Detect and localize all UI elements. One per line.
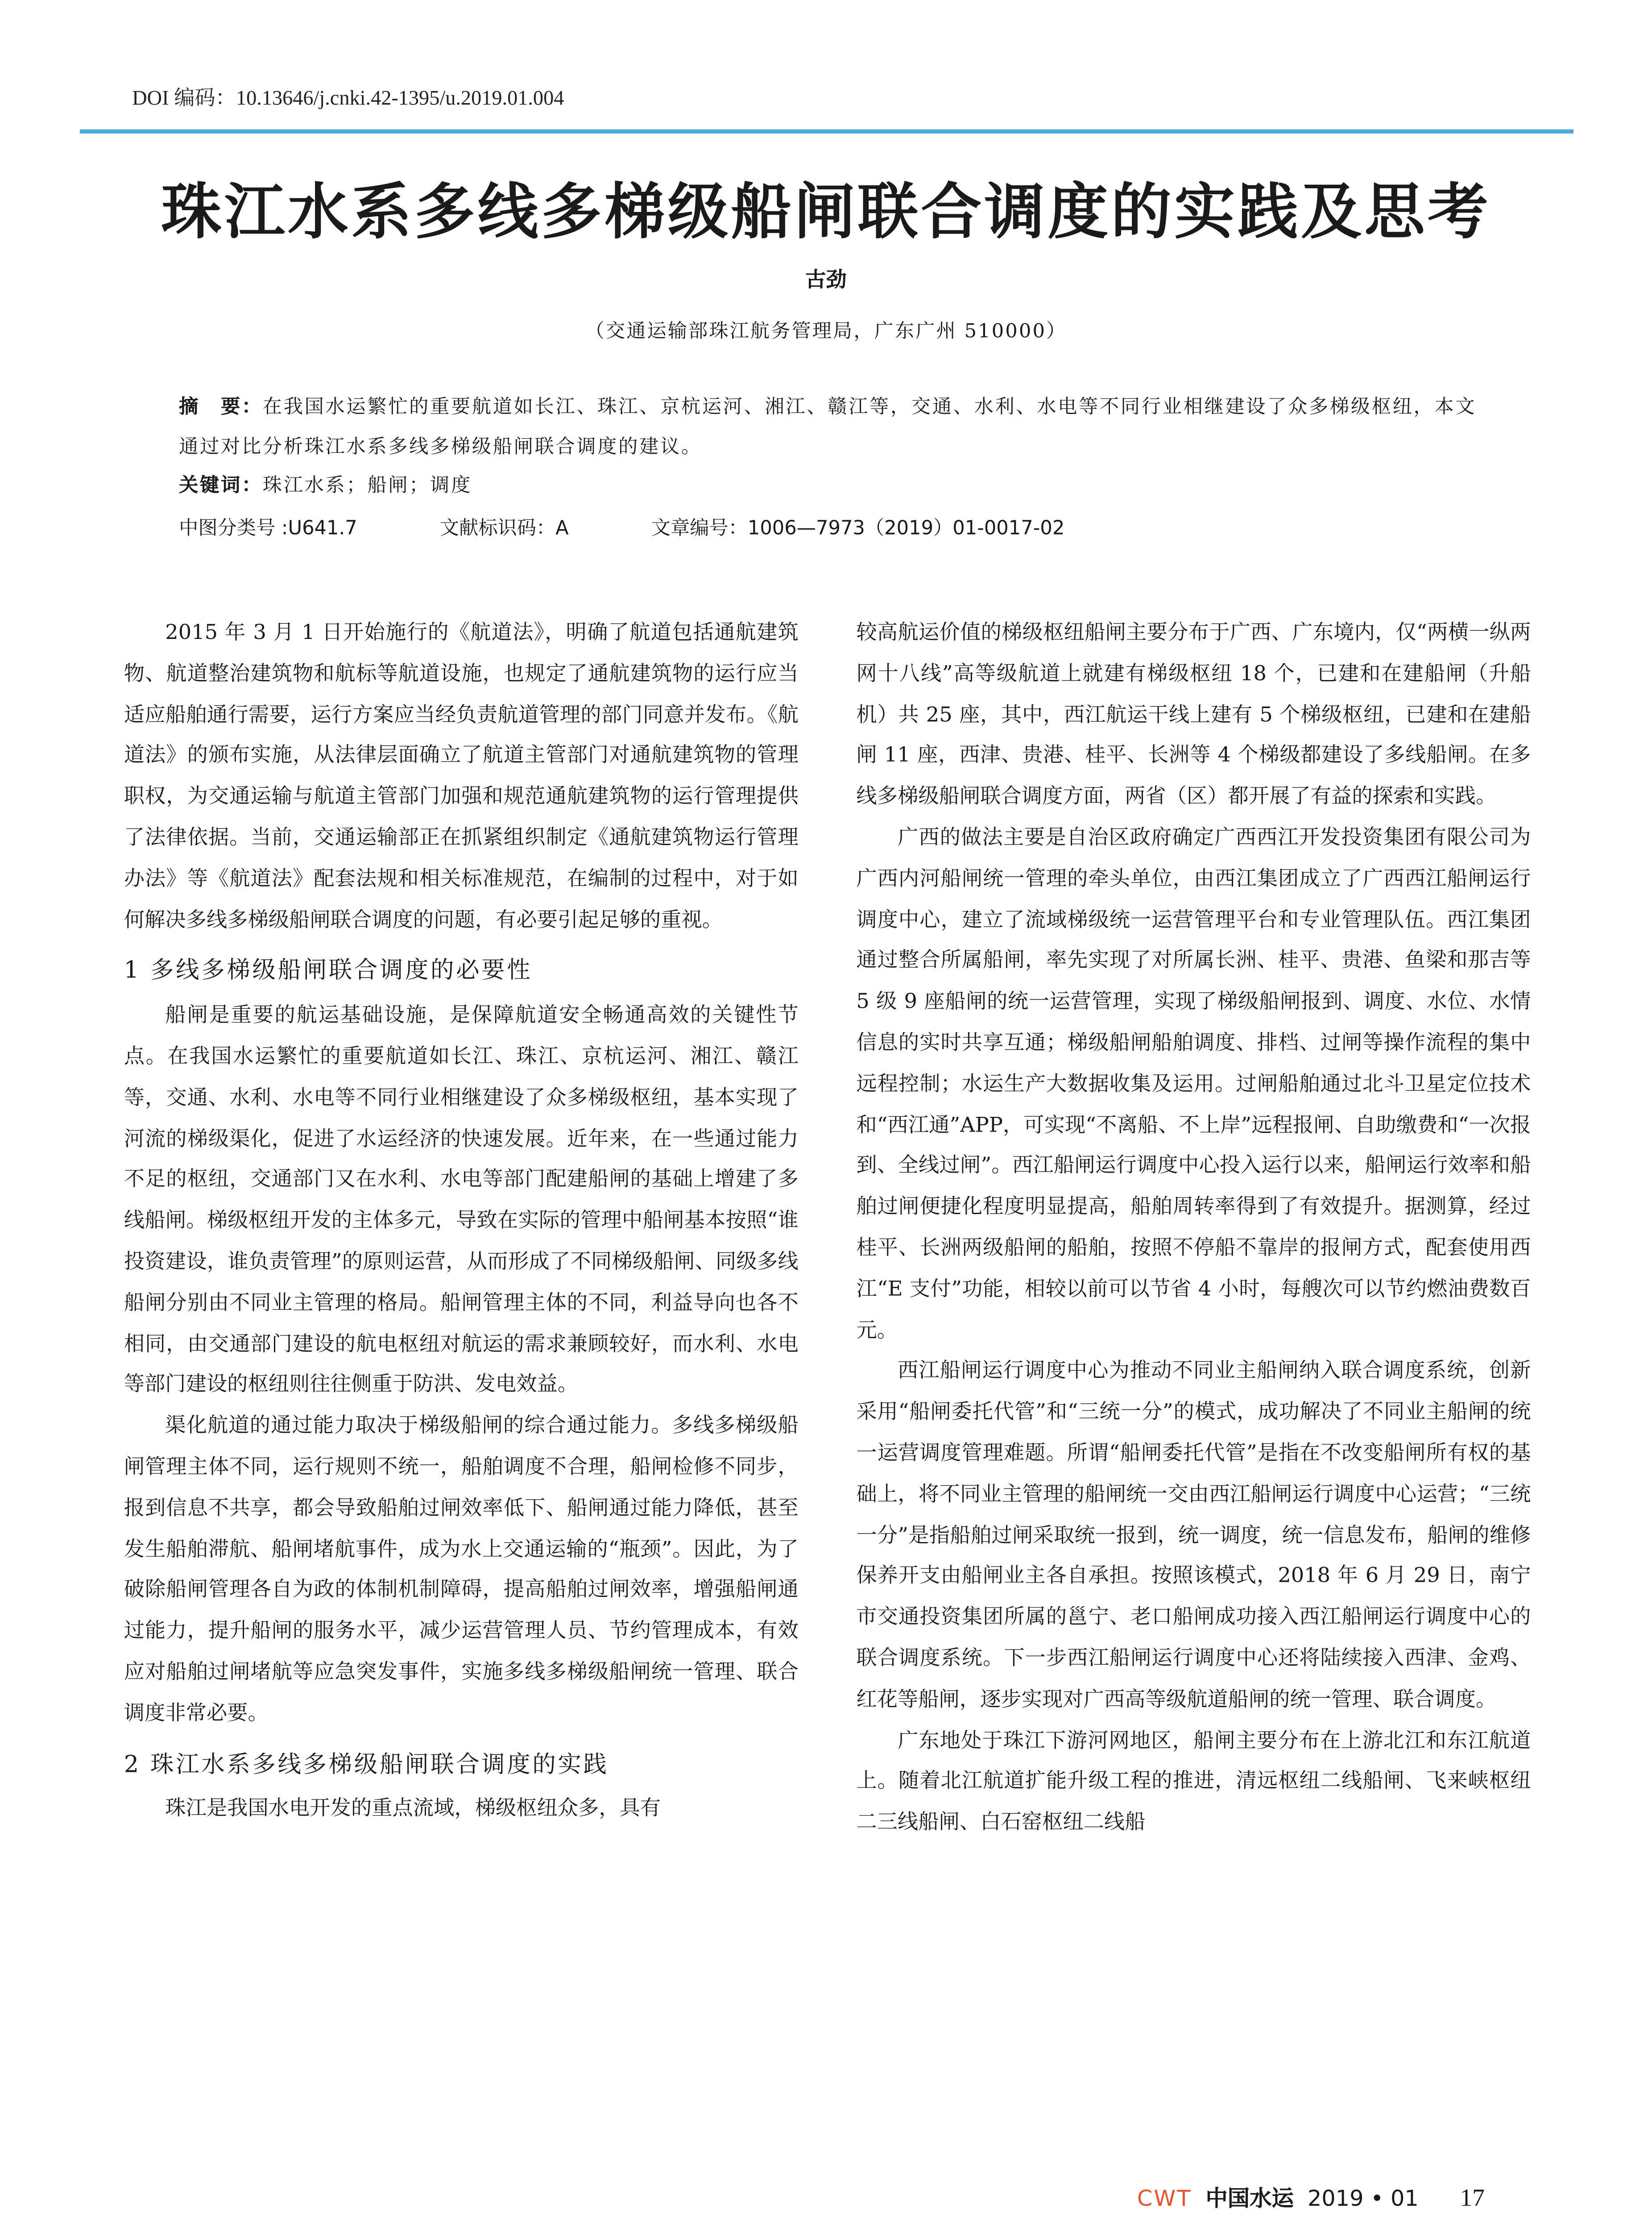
abstract [179, 388, 1487, 468]
paragraph: 较高航运价值的梯级枢纽船闸主要分布于广西、广东境内，仅“两横一纵两网十八线”高等级航道上就建有梯级枢纽 18 个，已建和在建船闸（升船机）共 25 座，其中，西江航运干线上建有 5 个梯级枢纽，已建和在建船闸 11 座，西津、贵港、桂平、长洲等 4 个梯级都建设了多线船闸。在多线多梯级船闸联合调度方面，两省（区）都开展了有益的探索和实践。 [856, 619, 1531, 809]
doc-code: 文献标识码：A [439, 518, 569, 540]
paragraph: 渠化航道的通过能力取决于梯级船闸的综合通过能力。多线多梯级船闸管理主体不同，运行规则不统一，船舶调度不合理，船闸检修不同步，报到信息不共享，都会导致船舶过闸效率低下、船闸通过能力降低，甚至发生船舶滞航、船闸堵航事件，成为水上交通运输的“瓶颈”。因此，为了破除船闸管理各自为政的体制机制障碍，提高船舶过闸效率，增强船闸通过能力，提升船闸的服务水平，减少运营管理人员、节约管理成本，有效应对船舶过闸堵航等应急突发事件，实施多线多梯级船闸统一管理、联合调度非常必要。 [124, 1413, 799, 1725]
keywords [179, 471, 472, 498]
paragraph: 2015 年 3 月 1 日开始施行的《航道法》，明确了航道包括通航建筑物、航道整治建筑物和航标等航道设施，也规定了通航建筑物的运行应当适应船舶通行需要，运行方案应当经负责航道管理的部门同意并发布。《航道法》的颁布实施，从法律层面确立了航道主管部门对通航建筑物的管理职权，为交通运输与航道主管部门加强和规范通航建筑物的运行管理提供了法律依据。当前，交通运输部正在抓紧组织制定《通航建筑物运行管理办法》等《航道法》配套法规和相关标准规范，在编制的过程中，对于如何解决多线多梯级船闸联合调度的问题，有必要引起足够的重视。 [124, 619, 799, 932]
classification-meta [179, 514, 1064, 541]
paper-title: 珠江水系多线多梯级船闸联合调度的实践及思考 [161, 178, 1491, 248]
issue-number: 2019 • 01 [1307, 2185, 1419, 2211]
page-number: 17 [1460, 2184, 1485, 2211]
journal-name: 中国水运 [1205, 2185, 1294, 2211]
section-heading: 1 多线多梯级船闸联合调度的必要性 [124, 957, 533, 985]
header-rule [80, 129, 1573, 133]
section-heading: 2 珠江水系多线多梯级船闸联合调度的实践 [124, 1750, 609, 1779]
abstract-label: 摘 要： [179, 396, 263, 419]
journal-logo: CWT [1137, 2185, 1192, 2211]
paragraph: 船闸是重要的航运基础设施，是保障航道安全畅通高效的关键性节点。在我国水运繁忙的重要航道如长江、珠江、京杭运河、湘江、赣江等，交通、水利、水电等不同行业相继建设了众多梯级枢纽，基本实现了河流的梯级渠化，促进了水运经济的快速发展。近年来，在一些通过能力不足的枢纽，交通部门又在水利、水电等部门配建船闸的基础上增建了多线船闸。梯级枢纽开发的主体多元，导致在实际的管理中船闸基本按照“谁投资建设，谁负责管理”的原则运营，从而形成了不同梯级船闸、同级多线船闸分别由不同业主管理的格局。船闸管理主体的不同，利益导向也各不相同，由交通部门建设的航电枢纽对航运的需求兼顾较好，而水利、水电等部门建设的枢纽则往往侧重于防洪、发电效益。 [124, 1002, 799, 1397]
paragraph: 珠江是我国水电开发的重点流域，梯级枢纽众多，具有 [165, 1796, 661, 1821]
page-footer [1137, 2181, 1485, 2213]
right-column [856, 613, 1531, 1843]
left-column [124, 613, 799, 1830]
author: 古劲 [805, 267, 847, 292]
keywords-label: 关键词： [179, 475, 263, 497]
article-number: 文章编号：1006—7973（2019）01-0017-02 [651, 518, 1065, 540]
paragraph: 西江船闸运行调度中心为推动不同业主船闸纳入联合调度系统，创新采用“船闸委托代管”和“三统一分”的模式，成功解决了不同业主船闸的统一运营调度管理难题。所谓“船闸委托代管”是指在不改变船闸所有权的基础上，将不同业主管理的船闸统一交由西江船闸运行调度中心运营；“三统一分”是指船舶过闸采取统一报到，统一调度，统一信息发布，船闸的维修保养开支由船闸业主各自承担。按照该模式，2018 年 6 月 29 日，南宁市交通投资集团所属的邕宁、老口船闸成功接入西江船闸运行调度中心的联合调度系统。下一步西江船闸运行调度中心还将陆续接入西津、金鸡、红花等船闸，逐步实现对广西高等级航道船闸的统一管理、联合调度。 [856, 1358, 1531, 1711]
doi-line: DOI 编码：10.13646/j.cnki.42-1395/u.2019.01.004 [132, 88, 564, 110]
keywords-text: 珠江水系；船闸；调度 [262, 475, 472, 497]
abstract-text: 在我国水运繁忙的重要航道如长江、珠江、京杭运河、湘江、赣江等，交通、水利、水电等不同行业相继建设了众多梯级枢纽，本文通过对比分析珠江水系多线多梯级船闸联合调度的建议。 [179, 396, 1477, 459]
clc-number: 中图分类号 :U641.7 [179, 518, 357, 540]
paragraph: 广西的做法主要是自治区政府确定广西西江开发投资集团有限公司为广西内河船闸统一管理的牵头单位，由西江集团成立了广西西江船闸运行调度中心，建立了流域梯级统一运营管理平台和专业管理队伍。西江集团通过整合所属船闸，率先实现了对所属长洲、桂平、贵港、鱼梁和那吉等 5 级 9 座船闸的统一运营管理，实现了梯级船闸报到、调度、水位、水情信息的实时共享互通；梯级船闸船舶调度、排档、过闸等操作流程的集中远程控制；水运生产大数据收集及运用。过闸船舶通过北斗卫星定位技术和“西江通”APP，可实现“不离船、不上岸”远程报闸、自助缴费和“一次报到、全线过闸”。西江船闸运行调度中心投入运行以来，船闸运行效率和船舶过闸便捷化程度明显提高，船舶周转率得到了有效提升。据测算，经过桂平、长洲两级船闸的船舶，按照不停船不靠岸的报闸方式，配套使用西江“E 支付”功能，相较以前可以节省 4 小时，每艘次可以节约燃油费数百元。 [856, 825, 1531, 1342]
paragraph: 广东地处于珠江下游河网地区，船闸主要分布在上游北江和东江航道上。随着北江航道扩能升级工程的推进，清远枢纽二线船闸、飞来峡枢纽二三线船闸、白石窑枢纽二线船 [856, 1727, 1531, 1834]
affiliation: （交通运输部珠江航务管理局，广东广州 510000） [585, 320, 1067, 343]
